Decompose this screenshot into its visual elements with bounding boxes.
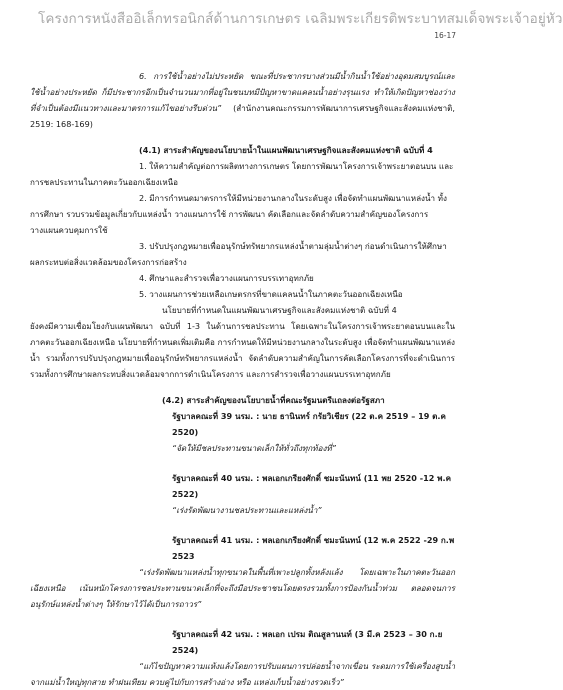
item-6-quote: 6. การใช้น้ำอย่างไม่ประหยัด ขณะที่ประชากรบางส่วนมีน้ำกินน้ำใช้อย่างอุดมสมบูรณ์และใช้น้ำอย่างประหยัด ก็มีประชากรอีกเป็นจำนวนมากที่อยู่ในชนบทมีปัญหาขาดแคลนน้ำอย่างรุนแรง ทำให้เกิดปัญหาช่องว่างที่จำเป็นต้องมีแนวทางและมาตรการแก้ไขอย่างรีบด่วน” [30, 71, 455, 113]
cabinet-40-title: รัฐบาลคณะที่ 40 นรม. : พลเอกเกรียงศักดิ์ ชมะนันทน์ (11 พย 2520 -12 พ.ค 2522) [172, 473, 451, 499]
document-body [30, 68, 455, 690]
cabinet-41-quote: “เร่งรัดพัฒนาแหล่งน้ำทุกขนาดในพื้นที่เพาะปลูกทั้งหลังแล้ง โดยเฉพาะในภาคตะวันออกเฉียงเหนือ เน้นหนักโครงการชลประทานขนาดเล็กที่จะถึงมือประชาชนโดยตรงรวมทั้งการป้องกันน้ำท่วม ตลอดจนการอนุรักษ์แหล่งน้ำต่างๆ ให้รักษาไว้ได้เป็นการถาวร” [30, 567, 455, 609]
cabinet-39-title: รัฐบาลคณะที่ 39 นรม. : นาย ธานินทร์ กรัยวิเชียร (22 ต.ค 2519 – 19 ต.ค 2520) [172, 411, 446, 437]
cabinet-40-quote: “เร่งรัดพัฒนางานชลประทานและแหล่งน้ำ” [172, 505, 322, 515]
list-item-3: 3. ปรับปรุงกฎหมายเพื่ออนุรักษ์ทรัพยากรแหล่งน้ำตามลุ่มน้ำต่างๆ ก่อนดำเนินการให้ศึกษาผลกระทบต่อสิ่งแวดล้อมของโครงการก่อสร้าง [30, 241, 447, 267]
page-number: 16-17 [434, 31, 456, 40]
cabinet-42-title: รัฐบาลคณะที่ 42 นรม. : พลเอก เปรม ติณสูลานนท์ (3 มี.ค 2523 – 30 ก.ย 2524) [172, 629, 443, 655]
summary-paragraph: ยังคงมีความเชื่อมโยงกับแผนพัฒนา ฉบับที่ 1-3 ในด้านการชลประทาน โดยเฉพาะในโครงการเจ้าพระยาตอนบนและในภาคตะวันออกเฉียงเหนือ นโยบายที่กำหนดเพิ่มเติมคือ การกำหนดให้มีหน่วยงานกลางในระดับสูง เพื่อจัดทำแผนพัฒนาแหล่งน้ำ รวมทั้งการปรับปรุงกฎหมายเพื่ออนุรักษ์ทรัพยากรแหล่งน้ำ จัดลำดับความสำคัญในการคัดเลือกโครงการที่จะดำเนินการ รวมทั้งการศึกษาผลกระทบสิ่งแวดล้อมจากการดำเนินโครงการ และการสำรวจเพื่อวางแผนบรรเทาอุทกภัย [30, 321, 455, 379]
list-item-4: 4. ศึกษาและสำรวจเพื่อวางแผนการบรรเทาอุทกภัย [139, 273, 314, 283]
running-header: โครงการหนังสืออิเล็กทรอนิกส์ด้านการเกษตร เฉลิมพระเกียรติพระบาทสมเด็จพระเจ้าอยู่หัว [38, 11, 563, 27]
cabinet-41-title: รัฐบาลคณะที่ 41 นรม. : พลเอกเกรียงศักดิ์ ชมะนันทน์ (12 พ.ค 2522 -29 ก.พ 2523 [172, 535, 455, 561]
list-item-5: 5. วางแผนการช่วยเหลือเกษตรกรที่ขาดแคลนน้ำในภาคตะวันออกเฉียงเหนือ [139, 289, 403, 299]
summary-lead: นโยบายที่กำหนดในแผนพัฒนาเศรษฐกิจและสังคมแห่งชาติ ฉบับที่ 4 [162, 305, 397, 315]
list-item-2: 2. มีการกำหนดมาตรการให้มีหน่วยงานกลางในระดับสูง เพื่อจัดทำแผนพัฒนาแหล่งน้ำ ทั้งการศึกษา รวบรวมข้อมูลเกี่ยวกับแหล่งน้ำ วางแผนการใช้ การพัฒนา คัดเลือกและจัดลำดับความสำคัญของโครงการวางแผนควบคุมการใช้ [30, 193, 447, 235]
section-4-1-heading: (4.1) สาระสำคัญของนโยบายน้ำในแผนพัฒนาเศรษฐกิจและสังคมแห่งชาติ ฉบับที่ 4 [139, 145, 433, 155]
item-6-citation: (สำนักงานคณะกรรมการพัฒนาการเศรษฐกิจและสังคมแห่งชาติ, 2519: 168-169) [30, 103, 455, 129]
cabinet-42-quote: “แก้ไขปัญหาความแห้งแล้งโดยการปรับแผนการปล่อยน้ำจากเขื่อน ระดมการใช้เครื่องสูบน้ำจากแม่น้ำใหญ่ทุกสาย ทำฝนเทียม ควบคู่ไปกับการสร้างอ่าง หรือ แหล่งเก็บน้ำอย่างรวดเร็ว” [30, 661, 455, 687]
cabinet-39-quote: “จัดให้มีชลประทานขนาดเล็กให้ทั่วถึงทุกท้องที่” [172, 443, 336, 453]
paragraph-item-6 [30, 68, 455, 132]
section-4-2-heading: (4.2) สาระสำคัญของนโยบายน้ำที่คณะรัฐมนตรีแถลงต่อรัฐสภา [162, 395, 385, 405]
list-item-1: 1. ให้ความสำคัญต่อการผลิตทางการเกษตร โดยการพัฒนาโครงการเจ้าพระยาตอนบน และการชลประทานในภาคตะวันออกเฉียงเหนือ [30, 161, 454, 187]
